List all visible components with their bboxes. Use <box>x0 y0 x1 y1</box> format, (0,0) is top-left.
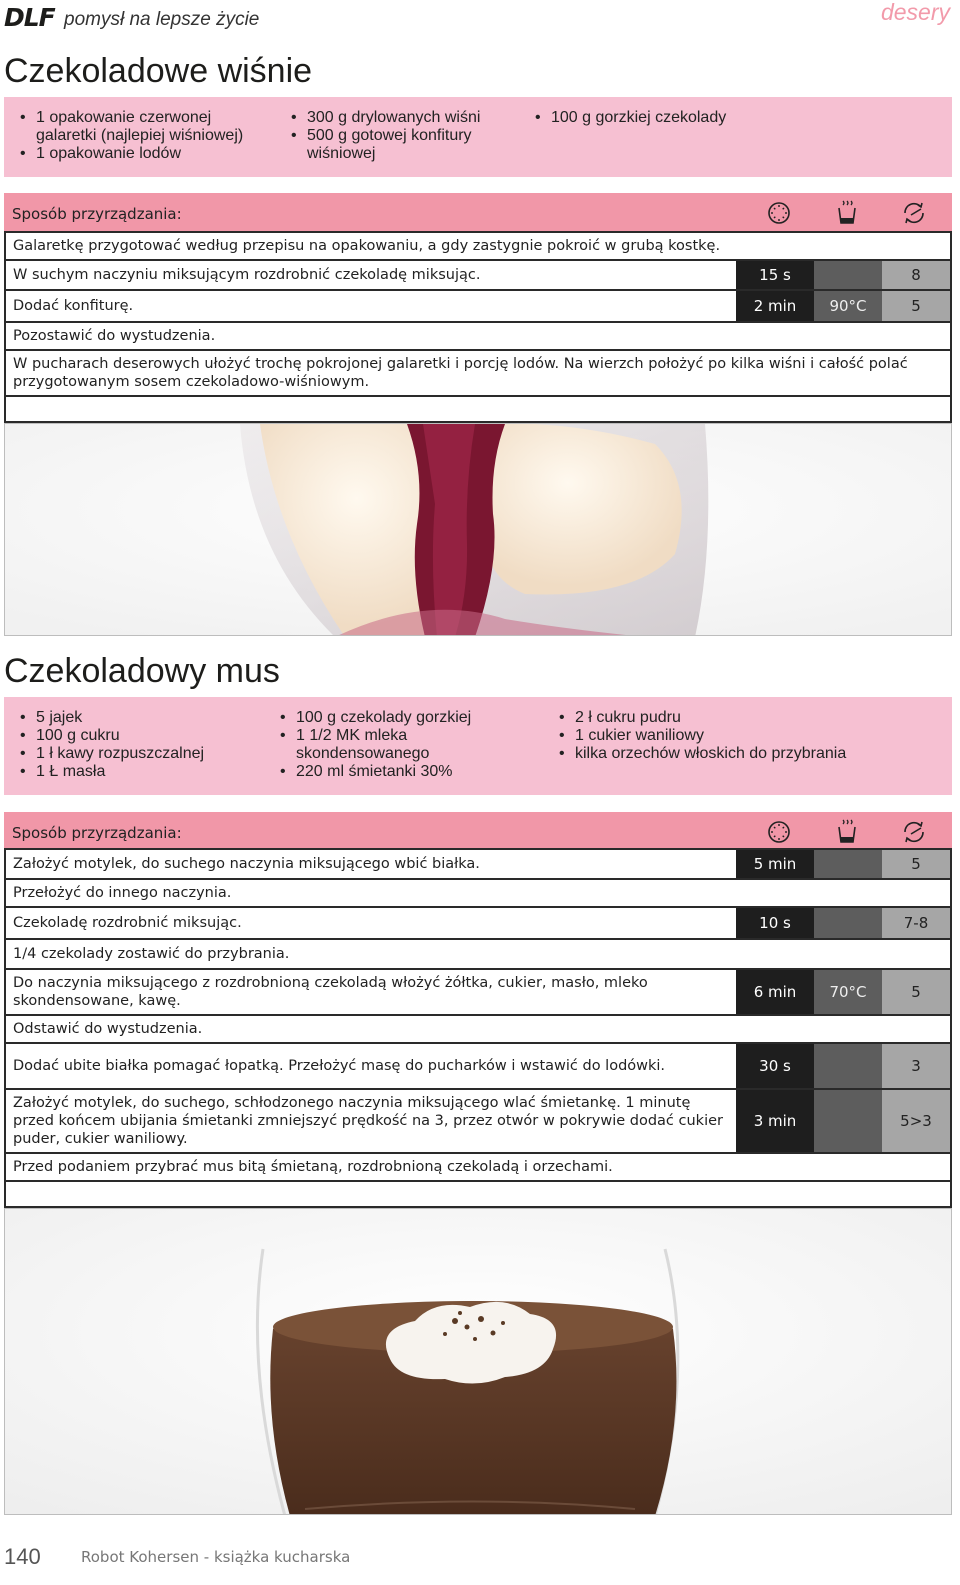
temperature-cell <box>814 850 882 878</box>
step-text: Czekoladę rozdrobnić miksując. <box>13 915 242 931</box>
step-row <box>4 291 952 323</box>
step-row <box>4 323 952 351</box>
step-row <box>4 940 952 970</box>
step-text: Dodać konfiturę. <box>13 298 134 314</box>
ingredients-column <box>280 709 471 781</box>
ingredient-item: • 2 ł cukru pudru <box>559 709 846 727</box>
ingredients-box <box>4 97 952 177</box>
temperature-cell <box>814 1090 882 1152</box>
ingredients-column <box>20 709 204 781</box>
step-row-empty <box>4 397 952 423</box>
logo-text: DLF <box>4 3 55 32</box>
ingredients-column <box>20 109 243 163</box>
step-text: Założyć motylek, do suchego, schłodzonego naczynia miksującego wlać śmietankę. 1 minutę przed końcem ubijania śmietanki zmniejszyć prędkość na 3, przez otwór w pokrywie dodać cukier puder, cukier waniliowy. <box>13 1095 723 1147</box>
speed-cell: 5>3 <box>882 1090 950 1152</box>
brand-tagline: pomysł na lepsze życie <box>64 9 260 30</box>
dessert-photo-cherries <box>4 423 952 636</box>
timer-icon <box>762 199 796 227</box>
brand-logo <box>4 4 55 32</box>
step-row <box>4 231 952 261</box>
step-text: Przełożyć do innego naczynia. <box>13 885 232 901</box>
preparation-label: Sposób przyrządzania: <box>12 824 182 842</box>
recipe-title: Czekoladowe wiśnie <box>4 52 313 90</box>
speed-icon <box>897 199 931 227</box>
step-text: Odstawić do wystudzenia. <box>13 1021 203 1037</box>
step-row-empty <box>4 1182 952 1208</box>
step-text: 1/4 czekolady zostawić do przybrania. <box>13 946 290 962</box>
ingredients-box <box>4 697 952 795</box>
ingredient-item: • 1 opakowanie czerwonej galaretki (najlepiej wiśniowej) <box>20 109 243 145</box>
speed-cell: 3 <box>882 1044 950 1088</box>
step-text: Przed podaniem przybrać mus bitą śmietaną, rozdrobnioną czekoladą i orzechami. <box>13 1159 613 1175</box>
time-cell: 10 s <box>736 908 814 938</box>
preparation-header <box>4 812 952 850</box>
recipe-title: Czekoladowy mus <box>4 652 280 690</box>
step-row <box>4 351 952 397</box>
step-text: W suchym naczyniu miksującym rozdrobnić czekoladę miksując. <box>13 267 481 283</box>
section-tag: desery <box>880 0 950 25</box>
speed-icon <box>897 818 931 846</box>
temperature-cell: 90°C <box>814 291 882 321</box>
preparation-header <box>4 193 952 231</box>
step-text: Galaretkę przygotować według przepisu na opakowaniu, a gdy zastygnie pokroić w grubą kostkę. <box>13 238 721 254</box>
time-cell: 15 s <box>736 261 814 289</box>
step-text: Pozostawić do wystudzenia. <box>13 328 216 344</box>
step-row <box>4 848 952 880</box>
step-text: Założyć motylek, do suchego naczynia miksującego wbić białka. <box>13 856 480 872</box>
ingredient-item: • 500 g gotowej konfitury wiśniowej <box>291 127 480 163</box>
speed-cell: 5 <box>882 970 950 1014</box>
time-cell: 5 min <box>736 850 814 878</box>
step-row <box>4 1090 952 1154</box>
step-row <box>4 1016 952 1044</box>
speed-cell: 7-8 <box>882 908 950 938</box>
temperature-cell: 70°C <box>814 970 882 1014</box>
ingredient-item: • 5 jajek <box>20 709 204 727</box>
timer-icon <box>762 818 796 846</box>
step-row <box>4 880 952 908</box>
step-row <box>4 970 952 1016</box>
speed-cell: 5 <box>882 850 950 878</box>
photo-illustration <box>5 1209 952 1515</box>
ingredient-item: • 1 ł kawy rozpuszczalnej <box>20 745 204 763</box>
photo-illustration <box>5 424 952 636</box>
ingredients-column <box>291 109 480 163</box>
ingredient-item: • kilka orzechów włoskich do przybrania <box>559 745 846 763</box>
time-cell: 30 s <box>736 1044 814 1088</box>
dessert-photo-mousse <box>4 1208 952 1515</box>
temperature-cell <box>814 908 882 938</box>
ingredient-item: • 300 g drylowanych wiśni <box>291 109 480 127</box>
page-number: 140 <box>4 1544 41 1569</box>
ingredients-column <box>535 109 726 127</box>
ingredient-item: • 1 1/2 MK mleka skondensowanego <box>280 727 471 763</box>
ingredient-item: • 1 opakowanie lodów <box>20 145 243 163</box>
step-text: Dodać ubite białka pomagać łopatką. Przełożyć masę do pucharków i wstawić do lodówki. <box>13 1058 666 1074</box>
temperature-icon <box>829 199 863 227</box>
step-row <box>4 1044 952 1090</box>
ingredient-item: • 1 cukier waniliowy <box>559 727 846 745</box>
ingredient-item: • 100 g czekolady gorzkiej <box>280 709 471 727</box>
ingredient-item: • 220 ml śmietanki 30% <box>280 763 471 781</box>
temperature-cell <box>814 261 882 289</box>
time-cell: 3 min <box>736 1090 814 1152</box>
speed-cell: 8 <box>882 261 950 289</box>
preparation-label: Sposób przyrządzania: <box>12 205 182 223</box>
ingredient-item: • 100 g gorzkiej czekolady <box>535 109 726 127</box>
step-text: W pucharach deserowych ułożyć trochę pokrojonej galaretki i porcję lodów. Na wierzch położyć po kilka wiśni i całość polać przygotowanym sosem czekoladowo-wiśniowym. <box>13 356 908 390</box>
time-cell: 6 min <box>736 970 814 1014</box>
step-row <box>4 1154 952 1182</box>
ingredient-item: • 1 Ł masła <box>20 763 204 781</box>
ingredient-item: • 100 g cukru <box>20 727 204 745</box>
speed-cell: 5 <box>882 291 950 321</box>
step-row <box>4 908 952 940</box>
temperature-icon <box>829 818 863 846</box>
step-text: Do naczynia miksującego z rozdrobnioną czekoladą włożyć żółtka, cukier, masło, mleko skondensowane, kawę. <box>13 975 648 1009</box>
ingredients-column <box>559 709 846 763</box>
book-title: Robot Kohersen - książka kucharska <box>81 1548 351 1566</box>
time-cell: 2 min <box>736 291 814 321</box>
temperature-cell <box>814 1044 882 1088</box>
step-row <box>4 261 952 291</box>
